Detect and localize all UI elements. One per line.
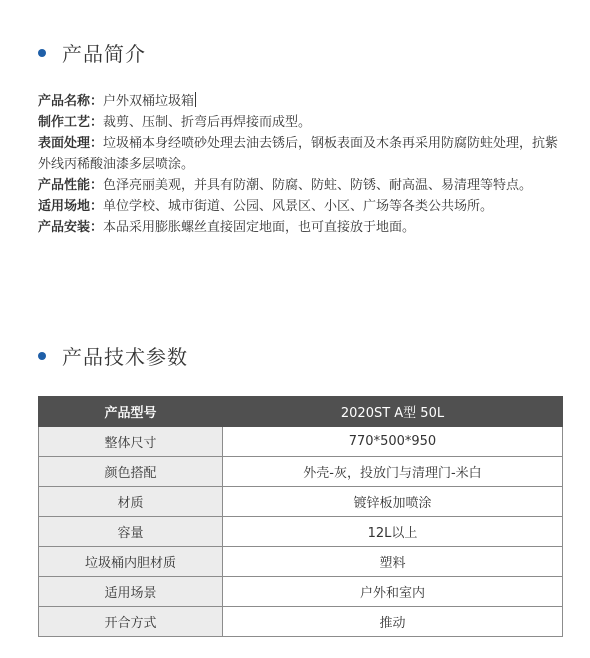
- intro-row-venue: [38, 196, 568, 217]
- intro-section-heading: [38, 38, 146, 67]
- spec-key-cell: 垃圾桶内胆材质: [39, 547, 223, 577]
- spec-header-key: 产品型号: [39, 397, 223, 427]
- spec-value-cell: 770*500*950: [223, 427, 563, 457]
- spec-key-cell: 开合方式: [39, 607, 223, 637]
- table-row: [39, 577, 563, 607]
- spec-key-cell: 材质: [39, 487, 223, 517]
- intro-text: 户外双桶垃圾箱: [103, 94, 195, 109]
- bullet-dot-icon: [38, 352, 46, 360]
- spec-value-cell: 塑料: [223, 547, 563, 577]
- intro-text: 裁剪、压制、折弯后再焊接而成型。: [103, 115, 312, 130]
- intro-row-performance: [38, 175, 568, 196]
- spec-value-cell: 镀锌板加喷涂: [223, 487, 563, 517]
- spec-table: [38, 396, 563, 637]
- spec-value-cell: 推动: [223, 607, 563, 637]
- intro-label: 表面处理：: [38, 136, 104, 151]
- intro-label: 适用场地：: [38, 199, 104, 214]
- table-row: [39, 487, 563, 517]
- spec-value-cell: 外壳-灰，投放门与清理门-米白: [223, 457, 563, 487]
- table-row: [39, 607, 563, 637]
- table-row: [39, 517, 563, 547]
- bullet-dot-icon: [38, 49, 46, 57]
- spec-key-cell: 颜色搭配: [39, 457, 223, 487]
- intro-row-craft: [38, 112, 568, 133]
- table-row: [39, 427, 563, 457]
- intro-text: 垃圾桶本身经喷砂处理去油去锈后，钢板表面及木条再采用防腐防蛀处理，抗紫外线丙稀酸油漆多层喷涂。: [38, 136, 559, 172]
- intro-row-install: [38, 217, 568, 238]
- spec-key-cell: 适用场景: [39, 577, 223, 607]
- spec-value-cell: 12L以上: [223, 517, 563, 547]
- intro-text: 色泽亮丽美观，并具有防潮、防腐、防蛀、防锈、耐高温、易清理等特点。: [103, 178, 533, 193]
- intro-label: 产品性能：: [38, 178, 104, 193]
- intro-body: [38, 91, 568, 238]
- spec-key-cell: 整体尺寸: [39, 427, 223, 457]
- table-row: [39, 547, 563, 577]
- table-row: [39, 457, 563, 487]
- spec-value-cell: 户外和室内: [223, 577, 563, 607]
- intro-row-name: [38, 91, 568, 112]
- intro-heading-title: 产品简介: [62, 42, 146, 66]
- intro-text: 单位学校、城市街道、公园、风景区、小区、广场等各类公共场所。: [103, 199, 494, 214]
- intro-label: 产品安装：: [38, 220, 104, 235]
- text-cursor: [195, 92, 196, 107]
- params-section-heading: [38, 341, 188, 370]
- intro-label: 制作工艺：: [38, 115, 104, 130]
- spec-key-cell: 容量: [39, 517, 223, 547]
- intro-text: 本品采用膨胀螺丝直接固定地面，也可直接放于地面。: [103, 220, 416, 235]
- spec-header-value: 2020ST A型 50L: [223, 397, 563, 427]
- intro-row-surface: [38, 133, 568, 175]
- intro-label: 产品名称：: [38, 94, 104, 109]
- spec-table-header-row: [39, 397, 563, 427]
- params-heading-title: 产品技术参数: [62, 345, 188, 369]
